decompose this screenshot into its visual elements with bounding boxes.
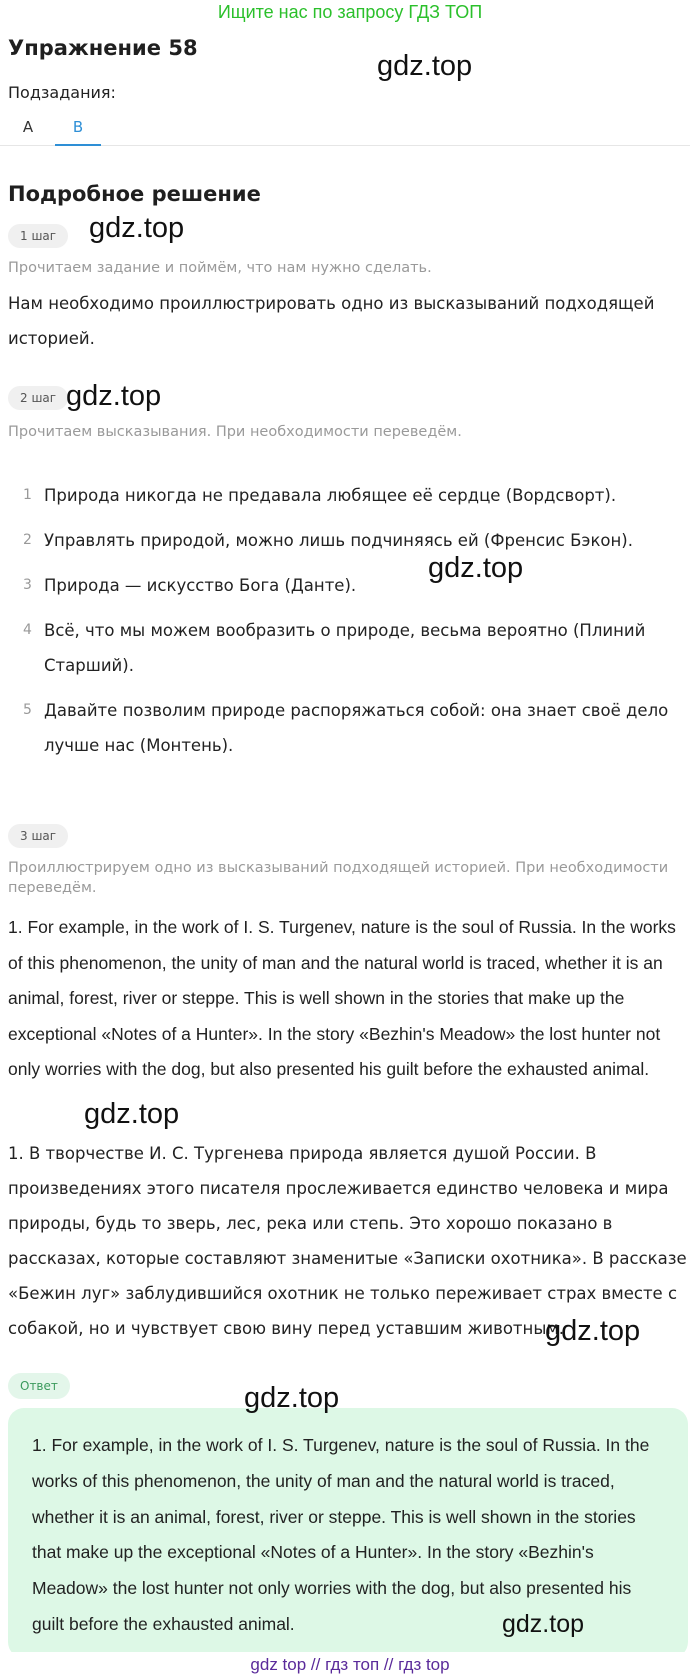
step-badge: 2 шаг [8, 386, 68, 410]
list-item [8, 523, 688, 558]
step-hint: Прочитаем задание и поймём, что нам нужно сделать. [8, 260, 432, 276]
step-text-en: 1. For example, in the work of I. S. Turgenev, nature is the soul of Russia. In the works of this phenomenon, the unity of man and the natural world is traced, whether it is an animal, forest, river or steppe. This is well shown in the stories that make up the exceptional «Notes of a Hunter». In the story «Bezhin's Meadow» the lost hunter not only worries with the dog, but also presented his guilt before the exhausted animal. [8, 917, 676, 1079]
subtasks-label: Подзадания: [8, 83, 116, 102]
subtask-tabs [0, 108, 690, 146]
list-item-text: Управлять природой, можно лишь подчиняясь ей (Френсис Бэкон). [44, 531, 633, 550]
list-item [8, 568, 688, 603]
list-item-number: 1 [23, 487, 32, 503]
step-text: Нам необходимо проиллюстрировать одно из высказываний подходящей историей. [8, 294, 655, 348]
page-title: Упражнение 58 [8, 36, 198, 60]
watermark: gdz.top [244, 1382, 340, 1414]
footer: gdz top // гдз топ // гдз top [0, 1652, 700, 1678]
list-item-text: Природа никогда не предавала любящее её сердце (Вордсворт). [44, 486, 617, 505]
watermark: gdz.top [66, 380, 162, 412]
list-item [8, 613, 688, 683]
watermark: gdz.top [377, 50, 473, 82]
step-badge: 3 шаг [8, 824, 68, 848]
list-item [8, 693, 688, 763]
list-item-text: Давайте позволим природе распоряжаться собой: она знает своё дело лучше нас (Монтень). [44, 701, 669, 755]
tab-b[interactable]: B [55, 114, 101, 146]
answer-text: 1. For example, in the work of I. S. Turgenev, nature is the soul of Russia. In the works of this phenomenon, the unity of man and the natural world is traced, whether it is an animal, forest, river or steppe. This is well shown in the stories that make up the exceptional «Notes of a Hunter». In the story «Bezhin's Meadow» the lost hunter not only worries with the dog, but also presented his guilt before the exhausted animal. [32, 1435, 650, 1634]
watermark: gdz.top [502, 1610, 585, 1638]
step-badge: 1 шаг [8, 224, 68, 248]
step-hint: Прочитаем высказывания. При необходимости переведём. [8, 424, 462, 440]
watermark: gdz.top [545, 1315, 641, 1347]
watermark: gdz.top [89, 212, 185, 244]
watermark: gdz.top [428, 552, 524, 584]
answer-box [8, 1408, 688, 1658]
tab-a[interactable]: A [22, 118, 34, 136]
list-item-text: Всё, что мы можем вообразить о природе, весьма вероятно (Плиний Старший). [44, 621, 646, 675]
step-text-ru: 1. В творчестве И. С. Тургенева природа является душой России. В произведениях этого писателя прослеживается единство человека и мира природы, будь то зверь, лес, река или степь. Это хорошо показано в рассказах, которые составляют знаменитые «Записки охотника». В рассказе «Бежин луг» заблудившийся охотник не только переживает страх вместе с собакой, но и чувствует свою вину перед уставшим животным. [8, 1144, 687, 1338]
answer-badge: Ответ [8, 1373, 70, 1399]
search-banner: Ищите нас по запросу ГДЗ ТОП [217, 2, 483, 22]
step-hint: Проиллюстрируем одно из высказываний подходящей историей. При необходимости переведём. [8, 860, 669, 896]
section-title: Подробное решение [8, 182, 261, 206]
list-item-number: 2 [23, 532, 32, 548]
list-item [8, 478, 688, 513]
list-item-number: 5 [23, 702, 32, 718]
quote-list [8, 478, 688, 773]
watermark: gdz.top [84, 1098, 180, 1130]
list-item-number: 4 [23, 622, 32, 638]
list-item-text: Природа — искусство Бога (Данте). [44, 576, 357, 595]
list-item-number: 3 [23, 577, 32, 593]
